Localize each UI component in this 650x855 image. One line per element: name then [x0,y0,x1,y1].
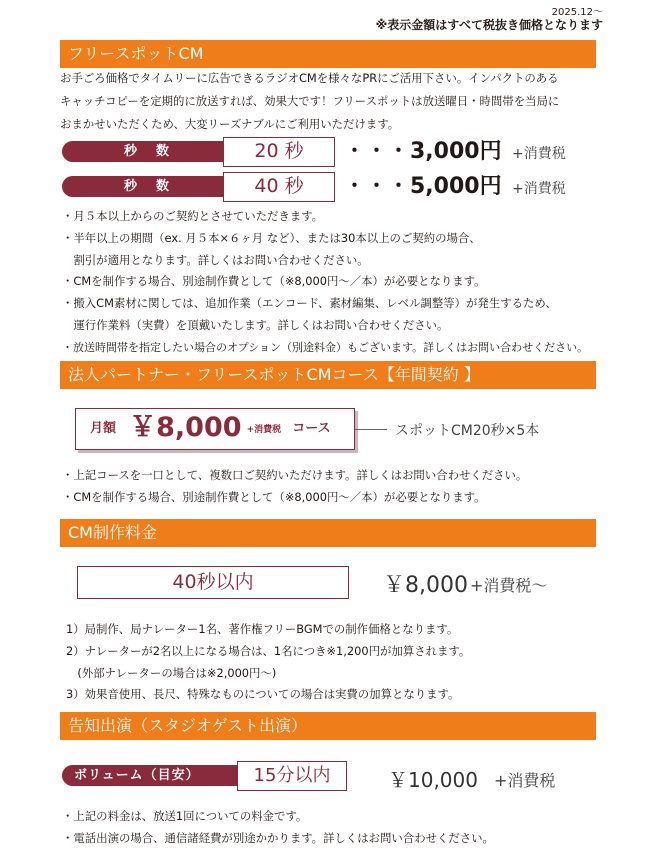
guest-tax: +消費税 [494,771,556,790]
tax-note: ※表示金額はすべて税抜き価格となります [375,18,603,32]
seconds-label: 秒 数 [62,176,262,197]
production-price: ￥8,000 [383,573,468,598]
note-line: ・上記コースを一口として、複数口ご契約いただけます。詳しくはお問い合わせください。 [62,468,528,482]
note-line: (外部ナレーターの場合は※2,000円〜) [66,665,277,680]
partner-detail: スポットCM20秒×5本 [395,423,540,439]
partner-course-box [75,408,355,450]
description-line: お手ごろ価格でタイムリーに広告できるラジオCMを様々なPRにご活用下さい。インパクトのある [60,71,559,85]
price-20sec: 3,000円 [410,139,502,164]
note-line: 割引が適用となります。詳しくはお問い合わせください。 [62,252,369,267]
seconds-box-40: 40 秒 [223,172,335,202]
tax-label: +消費税 [512,181,566,197]
note-line: 2）ナレーターが2名以上になる場合は、1名につき※1,200円が加算されます。 [66,643,471,658]
seconds-box-20: 20 秒 [223,137,335,167]
note-line: ・電話出演の場合、通信諸経費が別途かかります。詳しくはお問い合わせください。 [62,830,494,845]
note-line: 3）効果音使用、長尺、特殊なものについての場合は実費の加算となります。 [66,687,460,702]
note-line: ・CMを制作する場合、別途制作費として（※8,000円〜／本）が必要となります。 [62,274,486,289]
free-spot-description [60,67,605,136]
guest-price: ￥10,000 [388,768,478,792]
note-line: 運行作業料（実費）を頂戴いたします。詳しくはお問い合わせください。 [62,317,449,332]
partner-tax: +消費税 [246,425,282,435]
description-line: おまかせいただくため、大変リーズナブルにご利用いただけます。 [60,117,400,131]
note-line: ・放送時間帯を指定したい場合のオプション（別途料金）もございます。詳しくはお問い合わせください。 [62,340,589,354]
guest-notes [62,806,622,850]
note-line: ・月５本以上からのご契約とさせていただきます。 [62,209,324,223]
seconds-label: 秒 数 [62,141,262,162]
note-line: ・半年以上の期間（ex. 月５本×６ヶ月 など）、または30本以上のご契約の場合、 [62,230,481,245]
monthly-label: 月額 [90,421,117,436]
dots-leader: ・・・ [345,175,412,197]
date-label: 2025.12～ [551,7,603,18]
partner-notes [62,465,622,509]
price-40sec: 5,000円 [410,174,502,199]
volume-label: ボリューム（目安） [62,765,252,786]
description-line: キャッチコピーを定期的に放送すれば、効果大です！フリースポットは放送曜日・時間帯を当局に [60,94,560,108]
production-tax: +消費税〜 [470,576,548,595]
section-title-production: CM制作料金 [60,519,596,547]
note-line: ・搬入CM素材に関しては、追加作業（エンコード、素材編集、レベル調整等）が発生するため、 [62,296,557,311]
dots-leader: ・・・ [345,140,412,162]
production-notes [66,619,626,706]
section-title-partner: 法人パートナー・フリースポットCMコース【年間契約 】 [60,361,596,389]
section-title-guest: 告知出演（スタジオゲスト出演） [60,712,596,740]
tax-label: +消費税 [512,146,566,162]
free-spot-notes [62,206,622,359]
guest-duration-box: 15分以内 [237,761,347,791]
note-line: ・CMを制作する場合、別途制作費として（※8,000円〜／本）が必要となります。 [62,489,486,504]
course-label: コース [292,421,331,436]
production-box: 40秒以内 [77,566,349,599]
connector-line [355,429,387,430]
section-title-free-spot: フリースポットCM [60,40,596,68]
note-line: ・上記の料金は、放送1回についての料金です。 [62,809,308,823]
note-line: 1）局制作、局ナレーター1名、著作権フリーBGMでの制作価格となります。 [66,622,459,636]
partner-price: ￥8,000 [129,412,242,443]
